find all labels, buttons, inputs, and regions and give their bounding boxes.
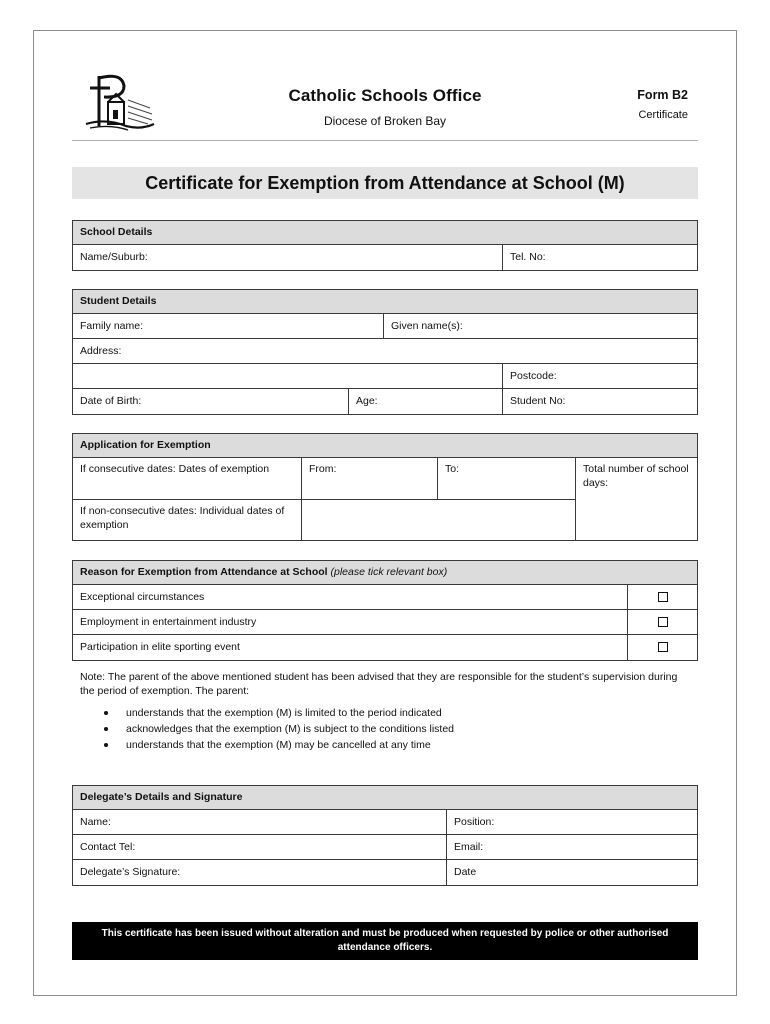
delegate-name-field[interactable]: Name: xyxy=(73,810,447,834)
student-details-heading: Student Details xyxy=(73,290,697,314)
application-section xyxy=(72,433,698,541)
delegate-position-field[interactable]: Position: xyxy=(454,816,495,828)
reason-heading: Reason for Exemption from Attendance at School (please tick relevant box) xyxy=(73,561,697,585)
address-field[interactable]: Address: xyxy=(80,345,122,357)
reason-option-label: Employment in entertainment industry xyxy=(73,610,628,634)
reason-heading-note: (please tick relevant box) xyxy=(330,566,448,578)
from-date-field[interactable]: From: xyxy=(309,463,337,475)
delegate-email-field[interactable]: Email: xyxy=(454,841,484,853)
student-number-field[interactable]: Student No: xyxy=(510,395,566,407)
office-subtitle: Diocese of Broken Bay xyxy=(323,114,447,128)
reason-option-label: Participation in elite sporting event xyxy=(73,635,628,660)
form-code: Form B2 xyxy=(637,88,688,102)
school-name-field[interactable]: Name/Suburb: xyxy=(73,245,503,270)
age-field[interactable]: Age: xyxy=(349,389,503,414)
parent-note: Note: The parent of the above mentioned student has been advised that they are responsible for the student’s supervision during the period of exemption. The parent: xyxy=(80,671,678,697)
school-details-section xyxy=(72,220,698,271)
to-date-field[interactable]: To: xyxy=(445,463,460,475)
delegate-heading: Delegate’s Details and Signature xyxy=(73,786,697,810)
reason-checkbox-sporting[interactable] xyxy=(658,642,668,652)
postcode-field[interactable]: Postcode: xyxy=(510,370,557,382)
bullet-item: understands that the exemption (M) may be cancelled at any time xyxy=(104,737,664,753)
footer-notice: This certificate has been issued without alteration and must be produced when requested by police or other authorised attendance officers. xyxy=(72,922,698,960)
school-tel-field[interactable]: Tel. No: xyxy=(510,251,546,263)
diocese-logo xyxy=(66,64,156,136)
parent-note-bullets xyxy=(104,705,664,753)
delegate-contact-field[interactable]: Contact Tel: xyxy=(73,835,447,859)
delegate-section xyxy=(72,785,698,886)
family-name-field[interactable]: Family name: xyxy=(73,314,384,338)
address-line-2-field[interactable] xyxy=(73,364,503,388)
nonconsecutive-dates-label: If non-consecutive dates: Individual dates of exemption xyxy=(80,505,285,531)
student-details-section xyxy=(72,289,698,415)
application-heading: Application for Exemption xyxy=(73,434,697,458)
school-details-heading: School Details xyxy=(73,221,697,245)
certificate-title: Certificate for Exemption from Attendance at School (M) xyxy=(72,167,698,199)
individual-dates-field[interactable] xyxy=(302,500,575,540)
given-names-field[interactable]: Given name(s): xyxy=(391,320,463,332)
consecutive-dates-label: If consecutive dates: Dates of exemption xyxy=(80,463,270,475)
date-of-birth-field[interactable]: Date of Birth: xyxy=(73,389,349,414)
reason-checkbox-exceptional[interactable] xyxy=(658,592,668,602)
header-divider xyxy=(72,140,698,141)
delegate-signature-field[interactable]: Delegate’s Signature: xyxy=(73,860,447,885)
bullet-item: understands that the exemption (M) is limited to the period indicated xyxy=(104,705,664,721)
delegate-date-field[interactable]: Date xyxy=(454,866,477,878)
form-type: Certificate xyxy=(638,109,688,121)
reason-option-label: Exceptional circumstances xyxy=(73,585,628,609)
reason-checkbox-entertainment[interactable] xyxy=(658,617,668,627)
bullet-item: acknowledges that the exemption (M) is subject to the conditions listed xyxy=(104,721,664,737)
reason-section xyxy=(72,560,698,661)
total-days-field[interactable]: Total number of school days: xyxy=(583,463,689,489)
office-title: Catholic Schools Office xyxy=(288,86,482,105)
